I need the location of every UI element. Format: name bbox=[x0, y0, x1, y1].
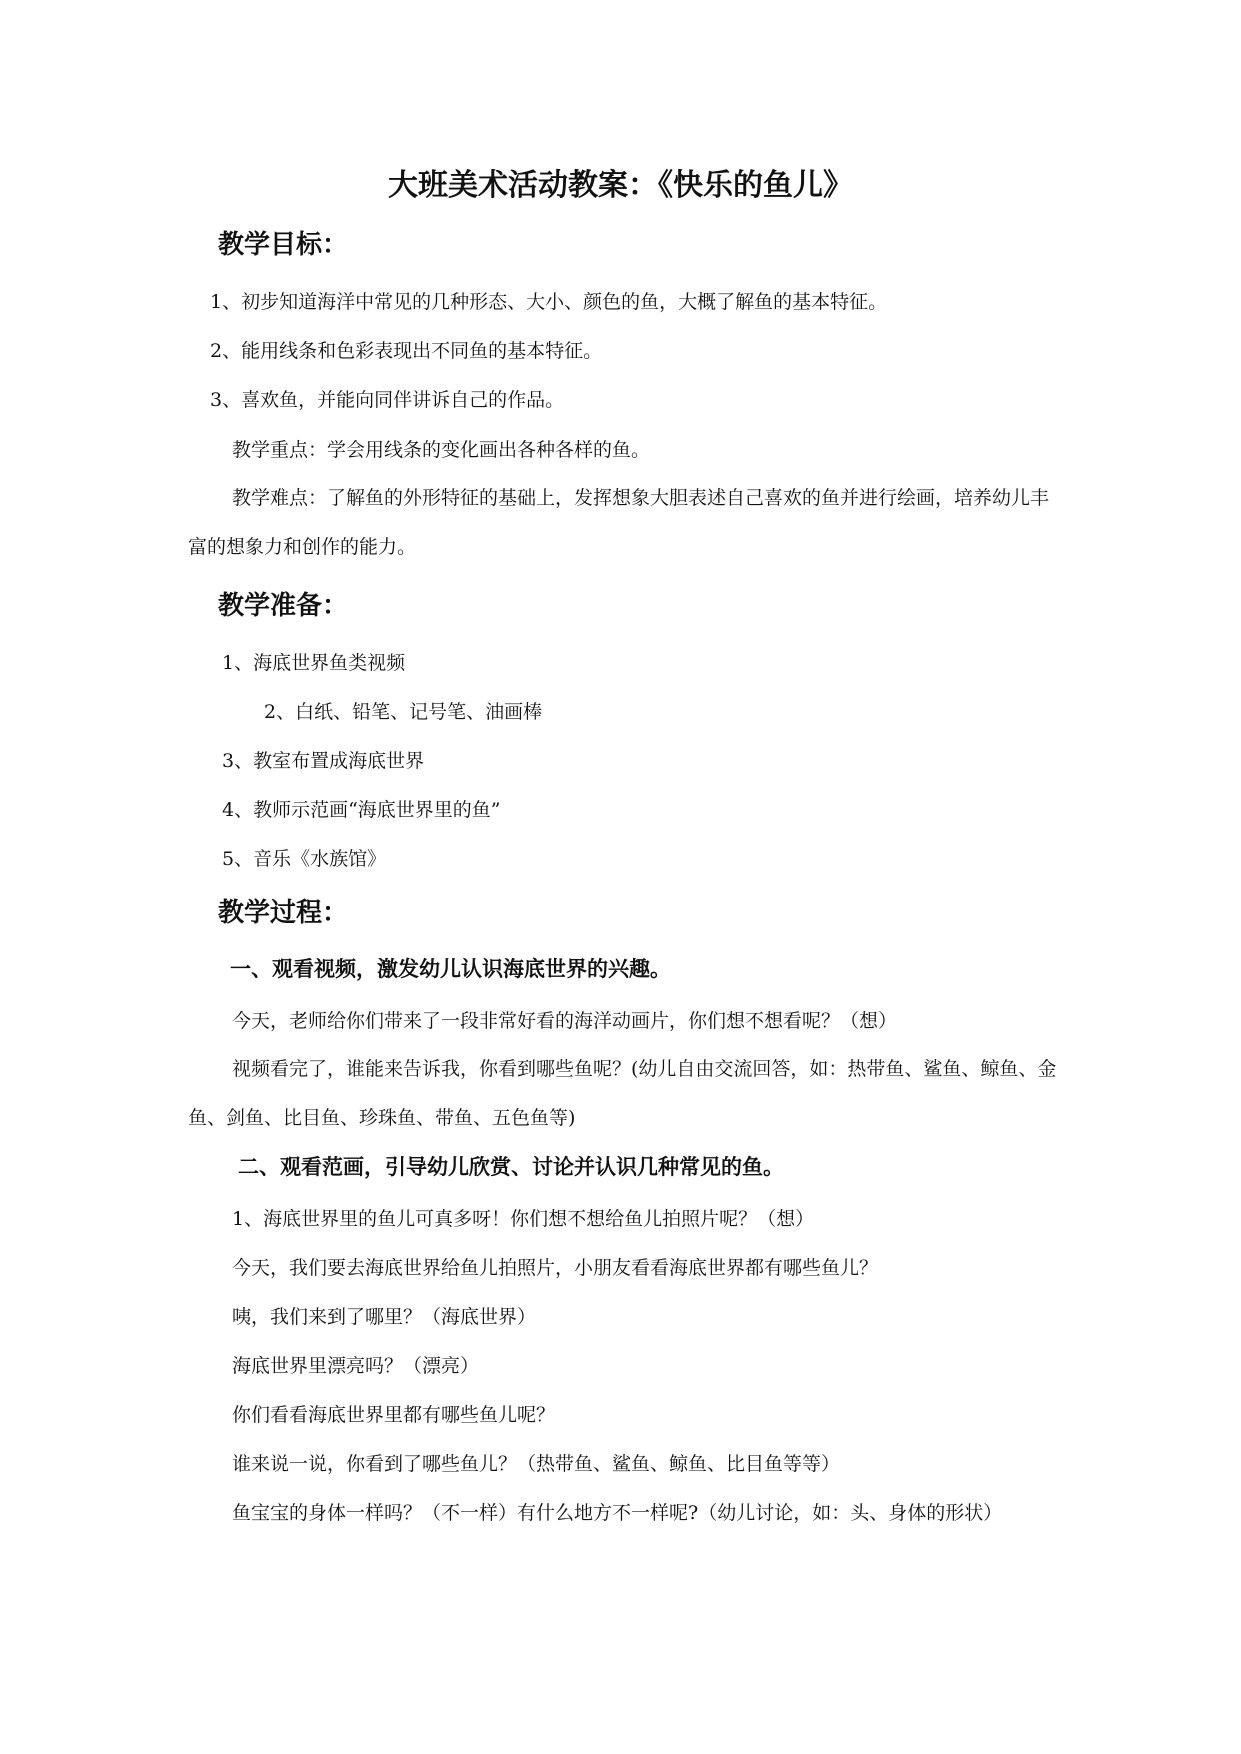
goal-item-2: 2、能用线条和色彩表现出不同鱼的基本特征。 bbox=[210, 340, 603, 362]
step2-line-1: 1、海底世界里的鱼儿可真多呀！你们想不想给鱼儿拍照片呢？（想） bbox=[232, 1208, 815, 1230]
step1-heading: 一、观看视频，激发幼儿认识海底世界的兴趣。 bbox=[230, 956, 671, 981]
goal-item-1: 1、初步知道海洋中常见的几种形态、大小、颜色的鱼，大概了解鱼的基本特征。 bbox=[210, 291, 888, 313]
process-heading: 教学过程： bbox=[218, 898, 349, 928]
difficulty-text: 教学难点：了解鱼的外形特征的基础上，发挥想象大胆表述自己喜欢的鱼并进行绘画，培养幼儿丰富的想象力和创作的能力。 bbox=[188, 487, 1050, 558]
step2-line-2: 今天，我们要去海底世界给鱼儿拍照片，小朋友看看海底世界都有哪些鱼儿？ bbox=[232, 1257, 879, 1279]
page-title: 大班美术活动教案：《快乐的鱼儿》 bbox=[388, 168, 853, 203]
step2-line-3: 咦，我们来到了哪里？（海底世界） bbox=[232, 1306, 537, 1328]
step1-line-1: 今天，老师给你们带来了一段非常好看的海洋动画片，你们想不想看呢？（想） bbox=[232, 1010, 898, 1032]
prep-item-3: 3、教室布置成海底世界 bbox=[222, 750, 425, 772]
step2-paragraph bbox=[188, 1489, 1058, 1538]
prep-heading: 教学准备： bbox=[218, 591, 349, 621]
prep-item-1: 1、海底世界鱼类视频 bbox=[222, 652, 406, 674]
goal-item-3: 3、喜欢鱼，并能向同伴讲诉自己的作品。 bbox=[210, 389, 565, 411]
step2-para-text: 鱼宝宝的身体一样吗？（不一样）有什么地方不一样呢?（幼儿讨论，如：头、身体的形状） bbox=[232, 1502, 1003, 1524]
prep-item-5: 5、音乐《水族馆》 bbox=[222, 848, 387, 870]
step1-paragraph bbox=[188, 1045, 1058, 1143]
step2-line-5: 你们看看海底世界里都有哪些鱼儿呢？ bbox=[232, 1404, 556, 1426]
prep-item-4: 4、教师示范画“海底世界里的鱼” bbox=[222, 799, 501, 821]
step1-para-text: 视频看完了，谁能来告诉我，你看到哪些鱼呢？(幼儿自由交流回答，如：热带鱼、鲨鱼、鲸鱼、金鱼、剑鱼、比目鱼、珍珠鱼、带鱼、五色鱼等) bbox=[188, 1058, 1057, 1129]
step2-line-4: 海底世界里漂亮吗？（漂亮） bbox=[232, 1355, 480, 1377]
goals-heading: 教学目标： bbox=[218, 230, 349, 260]
step2-heading: 二、观看范画，引导幼儿欣赏、讨论并认识几种常见的鱼。 bbox=[238, 1154, 784, 1179]
difficulty-paragraph bbox=[188, 474, 1058, 572]
key-point: 教学重点：学会用线条的变化画出各种各样的鱼。 bbox=[232, 439, 651, 461]
step2-line-6: 谁来说一说，你看到了哪些鱼儿？（热带鱼、鲨鱼、鲸鱼、比目鱼等等） bbox=[232, 1453, 841, 1475]
prep-item-2: 2、白纸、铅笔、记号笔、油画棒 bbox=[264, 701, 543, 723]
